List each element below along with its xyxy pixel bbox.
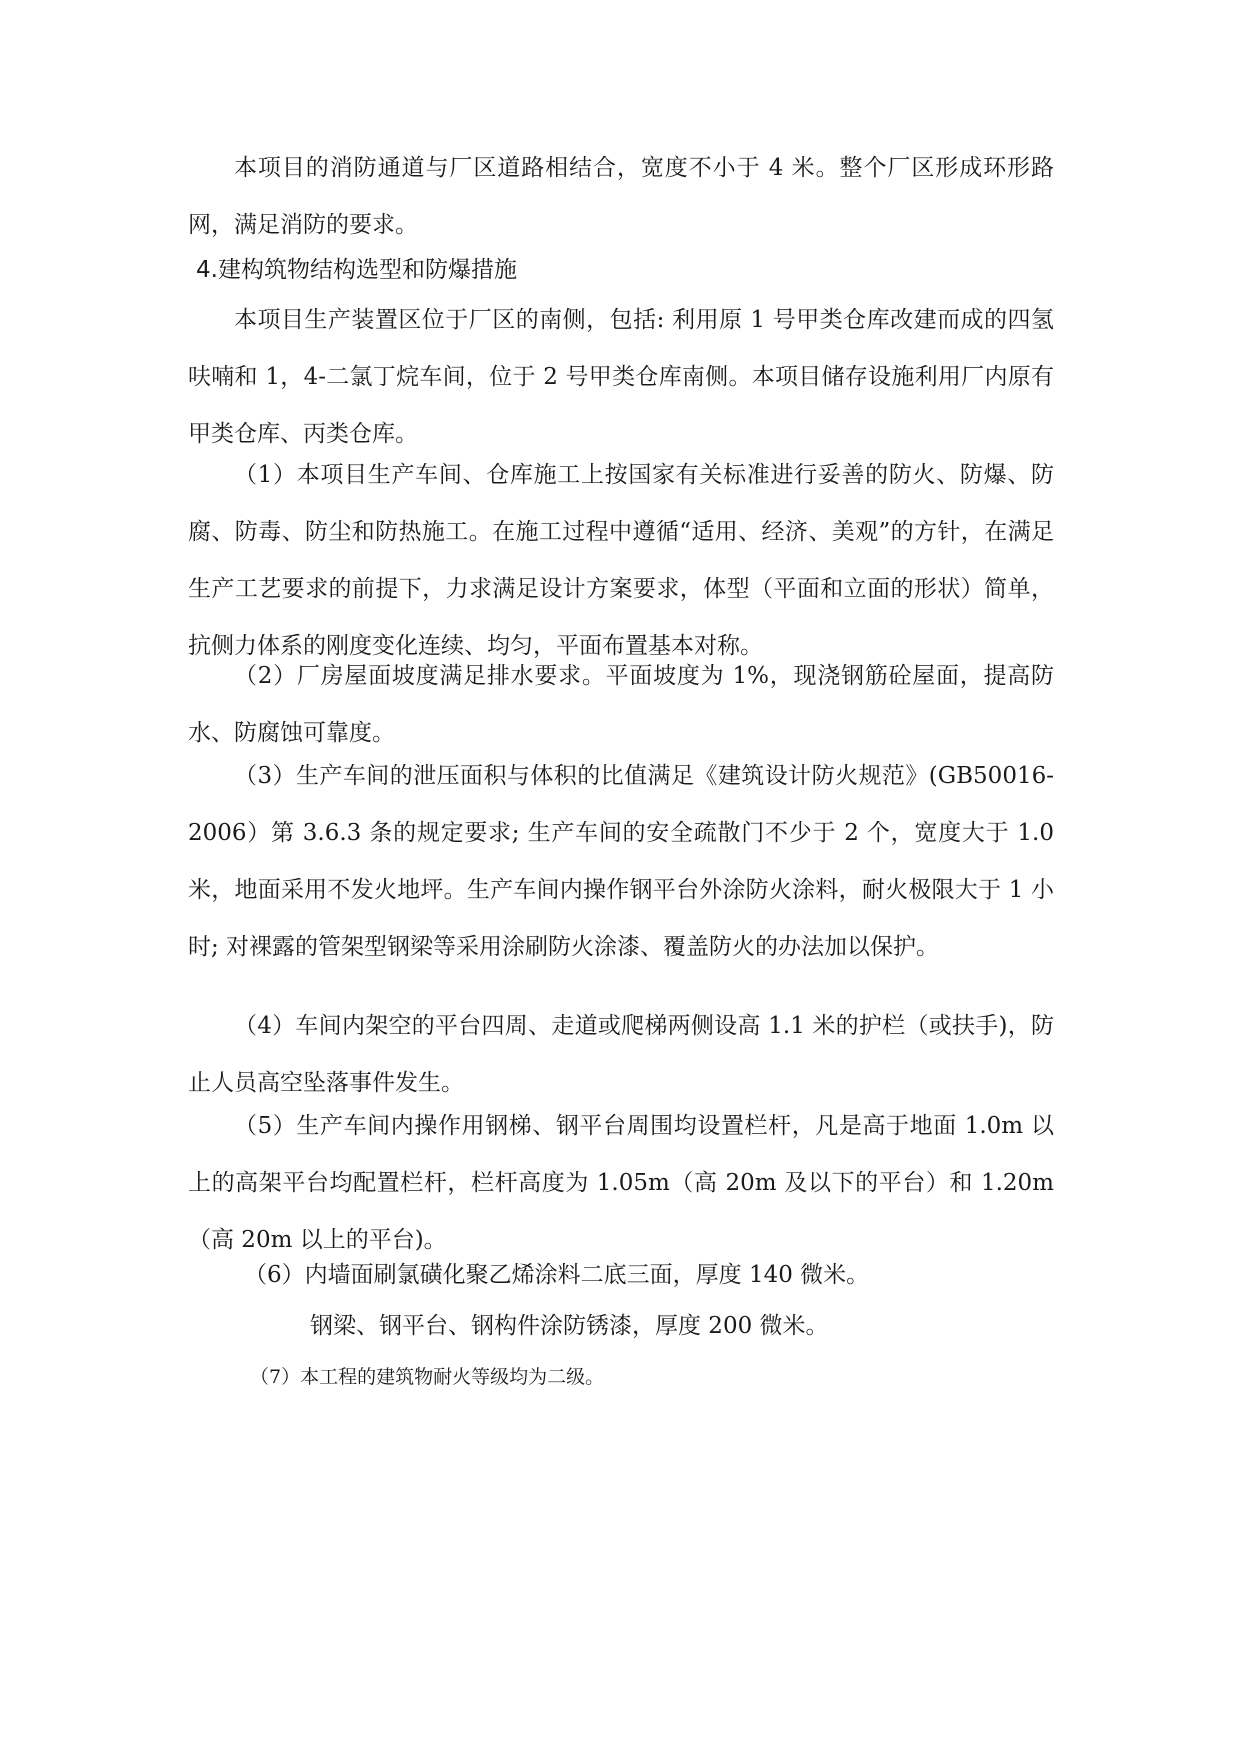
paragraph-production-area: 本项目生产装置区位于厂区的南侧，包括: 利用原 1 号甲类仓库改建而成的四氢呋喃和 1，4-二氯丁烷车间，位于 2 号甲类仓库南侧。本项目储存设施利用厂内原有甲类仓库、丙类仓库。 [188,307,1054,447]
list-item-7: （7）本工程的建筑物耐火等级均为二级。 [250,1366,605,1388]
list-item-6-continued: 钢梁、钢平台、钢构件涂防锈漆，厚度 200 微米。 [310,1313,829,1339]
section-heading: 4.建构筑物结构选型和防爆措施 [196,257,517,283]
list-item-3: （3）生产车间的泄压面积与体积的比值满足《建筑设计防火规范》(GB50016-2006）第 3.6.3 条的规定要求; 生产车间的安全疏散门不少于 2 个，宽度大于 1.0 米，地面采用不发火地坪。生产车间内操作钢平台外涂防火涂料，耐火极限大于 1 小时; 对裸露的管架型钢梁等采用涂刷防火涂漆、覆盖防火的办法加以保护。 [188,763,1054,960]
paragraph-fire-access: 本项目的消防通道与厂区道路相结合，宽度不小于 4 米。整个厂区形成环形路网，满足消防的要求。 [188,155,1054,238]
list-item-1: （1）本项目生产车间、仓库施工上按国家有关标准进行妥善的防火、防爆、防腐、防毒、防尘和防热施工。在施工过程中遵循“适用、经济、美观”的方针，在满足生产工艺要求的前提下，力求满足设计方案要求，体型（平面和立面的形状）简单，抗侧力体系的刚度变化连续、均匀，平面布置基本对称。 [188,462,1054,659]
list-item-5: （5）生产车间内操作用钢梯、钢平台周围均设置栏杆，凡是高于地面 1.0m 以上的高架平台均配置栏杆，栏杆高度为 1.05m（高 20m 及以下的平台）和 1.20m（高 20m 以上的平台)。 [188,1113,1054,1253]
list-item-2: （2）厂房屋面坡度满足排水要求。平面坡度为 1%，现浇钢筋砼屋面，提高防水、防腐蚀可靠度。 [188,663,1054,746]
list-item-4: （4）车间内架空的平台四周、走道或爬梯两侧设高 1.1 米的护栏（或扶手)，防止人员高空坠落事件发生。 [188,1013,1054,1096]
list-item-6: （6）内墙面刷氯磺化聚乙烯涂料二底三面，厚度 140 微米。 [244,1262,870,1288]
